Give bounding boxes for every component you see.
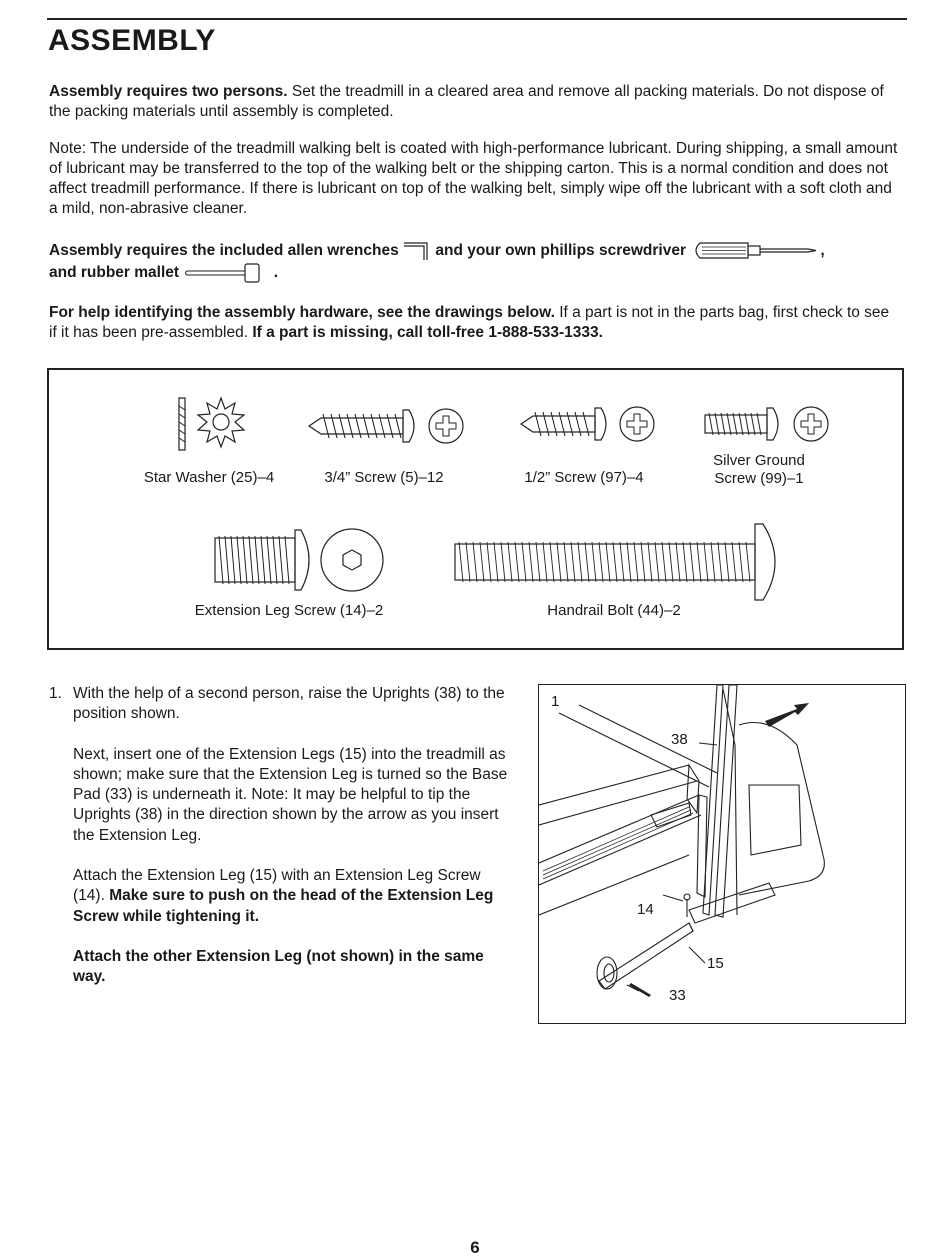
bolt-thread-line — [578, 542, 582, 582]
handrail-bolt-icon — [453, 520, 793, 602]
step-1-para-3-bold: Make sure to push on the head of the Extension Leg Screw while tightening it. — [73, 887, 494, 925]
bolt-thread-line — [711, 542, 715, 582]
screw-34-icon — [305, 406, 465, 446]
intro-p1-bold: Assembly requires two persons. — [49, 83, 288, 100]
bolt-thread-line — [739, 542, 743, 582]
bolt-thread-line — [522, 542, 526, 582]
bolt-thread-line — [515, 542, 519, 582]
bolt-thread-line — [704, 542, 708, 582]
tools-text-d: and rubber mallet — [49, 264, 180, 282]
bolt-thread-line — [718, 542, 722, 582]
ground-screw-icon — [701, 404, 831, 444]
bolt-thread-line — [508, 542, 512, 582]
rubber-mallet-icon — [183, 262, 269, 284]
bolt-thread-line — [606, 542, 610, 582]
intro-paragraph-1 — [49, 82, 899, 122]
ground-screw-label-2: Screw (99)–1 — [714, 470, 804, 487]
bolt-thread-line — [536, 542, 540, 582]
callout-15: 15 — [707, 955, 724, 972]
callout-14: 14 — [637, 901, 654, 918]
help-bold: For help identifying the assembly hardware, see the drawings below. — [49, 304, 555, 321]
figure-number: 1 — [551, 693, 560, 710]
bolt-thread-line — [571, 542, 575, 582]
bolt-thread-line — [473, 542, 477, 582]
tools-text-a: Assembly requires the included allen wrenches — [49, 242, 399, 260]
figure-1 — [538, 684, 906, 1024]
bolt-thread-line — [599, 542, 603, 582]
step-1-para-3 — [73, 866, 513, 927]
extension-leg-screw-icon — [209, 526, 389, 594]
treadmill-illustration — [539, 685, 906, 1024]
step-1-para-4-bold: Attach the other Extension Leg (not shown) in the same way. — [73, 947, 484, 986]
callout-38: 38 — [671, 731, 688, 748]
bolt-thread-line — [501, 542, 505, 582]
step-1-number: 1. — [49, 685, 62, 702]
page-number: 6 — [470, 1238, 480, 1257]
screw-12-label: 1/2” Screw (97)–4 — [524, 469, 644, 486]
header-rule — [47, 18, 907, 20]
bolt-thread-line — [487, 542, 491, 582]
allen-wrench-icon — [403, 240, 431, 262]
handrail-bolt-label: Handrail Bolt (44)–2 — [547, 602, 681, 619]
bolt-thread-line — [662, 542, 666, 582]
bolt-thread-line — [669, 542, 673, 582]
bolt-thread-line — [725, 542, 729, 582]
bolt-thread-line — [557, 542, 561, 582]
bolt-thread-line — [683, 542, 687, 582]
bolt-thread-line — [459, 542, 463, 582]
intro-p1-text: Set the treadmill in a cleared area and remove all packing materials. Do not dispose of the packing materials until assembly is completed. — [49, 83, 884, 120]
bolt-thread-line — [627, 542, 631, 582]
bolt-thread-line — [564, 542, 568, 582]
bolt-thread-line — [655, 542, 659, 582]
bolt-thread-line — [466, 542, 470, 582]
tools-text-c: , — [820, 242, 825, 260]
bolt-thread-line — [529, 542, 533, 582]
bolt-thread-line — [613, 542, 617, 582]
bolt-thread-line — [550, 542, 554, 582]
screw-12-icon — [517, 404, 657, 444]
bolt-thread-line — [592, 542, 596, 582]
step-1-para-1: With the help of a second person, raise the Uprights (38) to the position shown. — [73, 685, 505, 723]
help-text: If a part is not in the parts bag, first check to see if it has been pre-assembled. — [49, 304, 890, 341]
intro-paragraph-2: Note: The underside of the treadmill walking belt is coated with high-performance lubricant. During shipping, a small amount of lubricant may be transferred to the top of the walking belt or the shipping carton. This is a normal condition and does not affect treadmill performance. If there is lubricant on top of the walking belt, simply wipe off the lubricant with a soft cloth and a mild, non-abrasive cleaner. — [49, 140, 898, 217]
page-title: ASSEMBLY — [48, 24, 216, 57]
callout-33: 33 — [669, 987, 686, 1004]
tools-text-e: . — [273, 264, 278, 282]
step-1-body — [73, 684, 513, 1008]
tools-paragraph — [49, 240, 899, 284]
screw-34-label: 3/4” Screw (5)–12 — [324, 469, 444, 486]
help-phone: If a part is missing, call toll-free 1-888-533-1333. — [252, 324, 603, 341]
bolt-thread-line — [676, 542, 680, 582]
screwdriver-icon — [690, 240, 820, 262]
ground-screw-label-1: Silver Ground — [713, 452, 805, 469]
bolt-thread-line — [746, 542, 750, 582]
bolt-thread-line — [585, 542, 589, 582]
hardware-help-paragraph — [49, 303, 899, 343]
extension-leg-screw-label: Extension Leg Screw (14)–2 — [194, 602, 384, 619]
star-washer-label: Star Washer (25)–4 — [143, 469, 275, 486]
bolt-thread-line — [620, 542, 624, 582]
bolt-thread-line — [732, 542, 736, 582]
hardware-box — [47, 368, 904, 650]
bolt-thread-line — [494, 542, 498, 582]
bolt-thread-line — [648, 542, 652, 582]
bolt-thread-line — [697, 542, 701, 582]
step-1-para-3-text: Attach the Extension Leg (15) with an Extension Leg Screw (14). — [73, 867, 481, 905]
bolt-thread-line — [634, 542, 638, 582]
step-1-para-2: Next, insert one of the Extension Legs (15) into the treadmill as shown; make sure that the Extension Leg is turned so the Base Pad (33) is underneath it. Note: It may be helpful to tip the Uprights (38) in the direction shown by the arrow as you insert the Extension Leg. — [73, 745, 508, 844]
bolt-thread-line — [480, 542, 484, 582]
step-1-para-4 — [73, 947, 513, 988]
star-washer-icon — [173, 394, 253, 454]
bolt-thread-line — [543, 542, 547, 582]
bolt-thread-line — [690, 542, 694, 582]
tools-text-b: and your own phillips screwdriver — [435, 242, 687, 260]
bolt-thread-line — [641, 542, 645, 582]
